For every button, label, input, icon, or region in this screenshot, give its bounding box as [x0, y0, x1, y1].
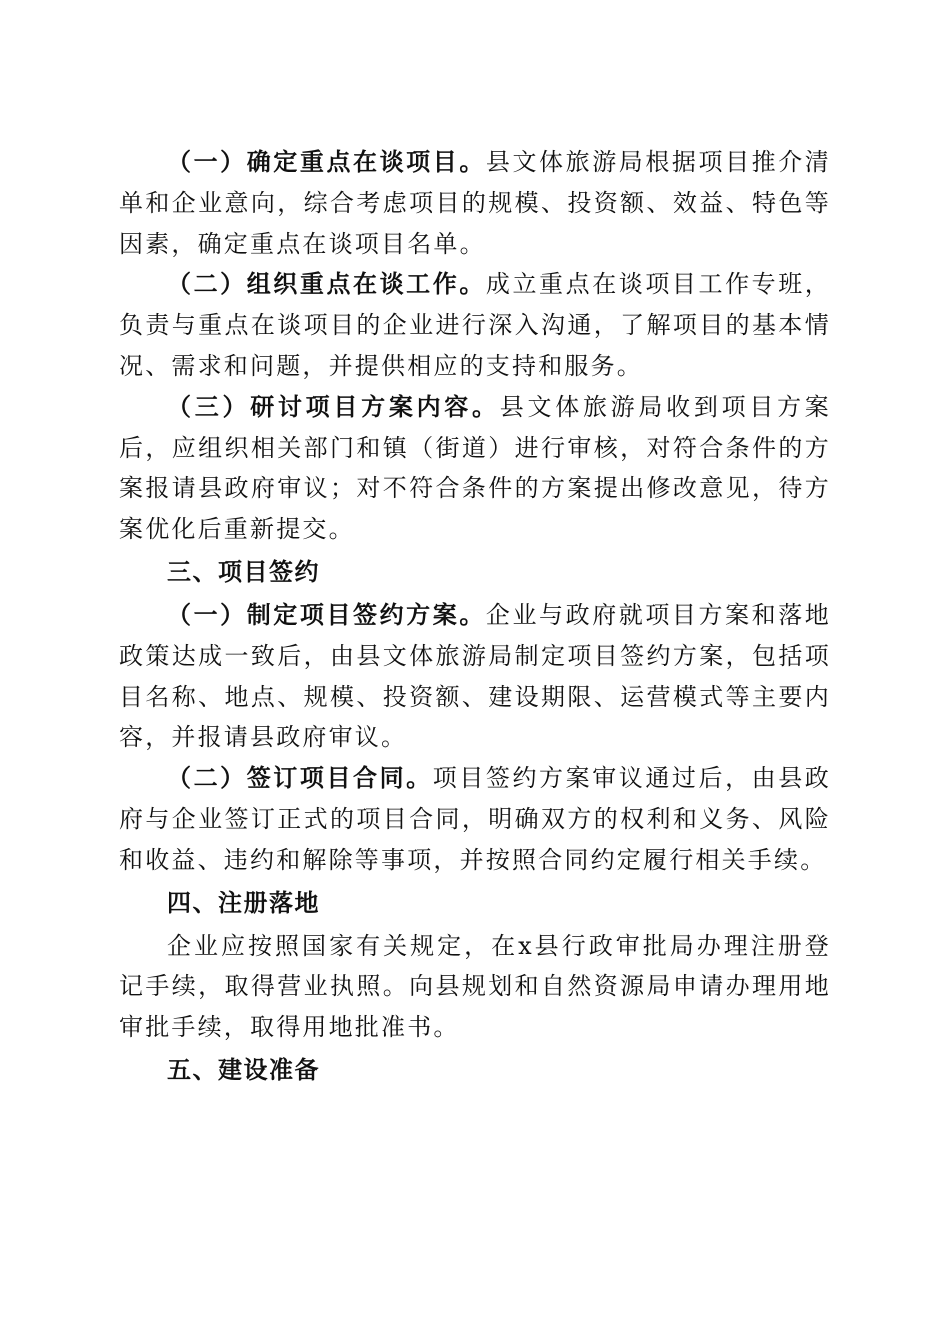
paragraph-text: 成立重点在谈项目工作专班，负责与重点在谈项目的企业进行深入沟通，了解项目的基本情况、需求和问题，并提供相应的支持和服务。 [119, 270, 831, 380]
paragraph-organize-negotiation [119, 264, 831, 386]
paragraph-text: 县文体旅游局收到项目方案后，应组织相关部门和镇（街道）进行审核，对符合条件的方案报请县政府审议；对不符合条件的方案提出修改意见，待方案优化后重新提交。 [119, 392, 831, 544]
section-heading-construction-prep: 五、建设准备 [167, 1055, 320, 1084]
paragraph-determine-key-projects [119, 142, 831, 264]
paragraph-lead: （一）制定项目签约方案。 [167, 600, 486, 629]
paragraph-text: 企业与政府就项目方案和落地政策达成一致后，由县文体旅游局制定项目签约方案，包括项目名称、地点、规模、投资额、建设期限、运营模式等主要内容，并报请县政府审议。 [119, 600, 831, 752]
paragraph-lead: （二）签订项目合同。 [167, 764, 433, 793]
section-heading-project-signing: 三、项目签约 [167, 557, 320, 586]
section-heading-registration: 四、注册落地 [167, 888, 320, 917]
paragraph-registration [119, 926, 831, 1048]
document-body [119, 142, 831, 1093]
paragraph-review-project-plan [119, 387, 831, 550]
paragraph-lead: （一）确定重点在谈项目。 [167, 148, 486, 176]
paragraph-lead: （二）组织重点在谈工作。 [167, 270, 486, 299]
paragraph-text: 企业应按照国家有关规定，在x县行政审批局办理注册登记手续，取得营业执照。向县规划和自然资源局申请办理用地审批手续，取得用地批准书。 [119, 931, 831, 1042]
paragraph-signing-plan [119, 595, 831, 758]
paragraph-text: 县文体旅游局根据项目推介清单和企业意向，综合考虑项目的规模、投资额、效益、特色等因素，确定重点在谈项目名单。 [119, 148, 831, 258]
paragraph-lead: （三）研讨项目方案内容。 [167, 392, 500, 421]
paragraph-text: 项目签约方案审议通过后，由县政府与企业签订正式的项目合同，明确双方的权利和义务、风险和收益、违约和解除等事项，并按照合同约定履行相关手续。 [119, 764, 831, 874]
paragraph-sign-contract [119, 758, 831, 880]
